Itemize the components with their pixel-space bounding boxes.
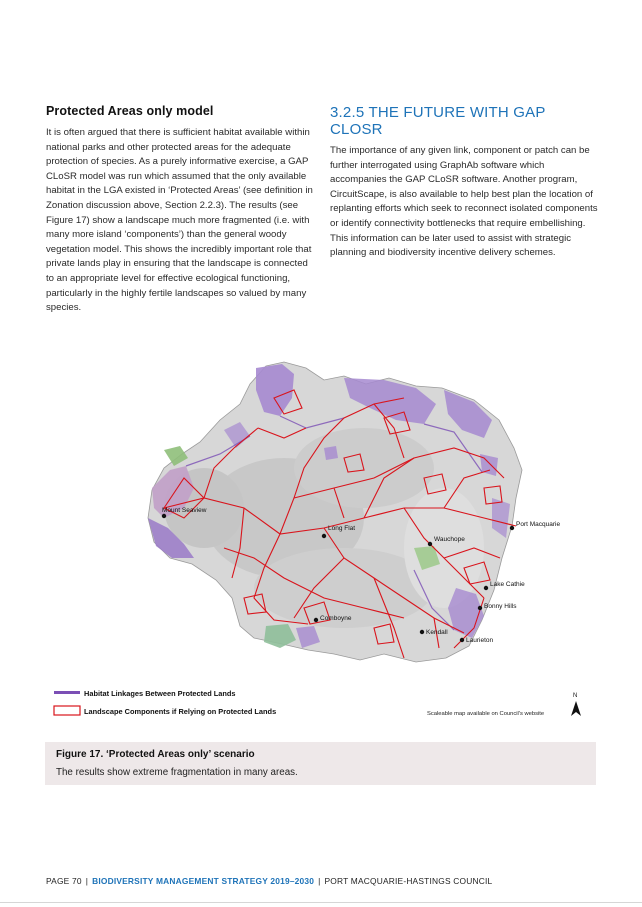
town-dot-bonny-hills — [478, 606, 482, 610]
scale-note: Scaleable map available on Council's website — [427, 711, 545, 717]
town-label-bonny-hills: Bonny Hills — [484, 603, 517, 610]
page-footer — [46, 876, 492, 886]
footer-divider-2: | — [318, 876, 321, 886]
town-dot-comboyne — [314, 618, 318, 622]
town-dot-mount-seaview — [162, 514, 166, 518]
town-label-wauchope: Wauchope — [434, 536, 465, 543]
town-label-laurieton: Laurieton — [466, 637, 494, 644]
town-label-port-macquarie: Port Macquarie — [516, 521, 561, 528]
north-arrow-icon — [571, 701, 581, 716]
section-heading-future-gap-closr: 3.2.5 THE FUTURE WITH GAP CLOSR — [330, 104, 546, 138]
figure-caption-title: Figure 17. ‘Protected Areas only’ scenario — [56, 749, 255, 760]
map-legend — [54, 689, 276, 716]
town-dot-kendall — [420, 630, 424, 634]
town-dot-lake-cathie — [484, 586, 488, 590]
section-heading-protected-areas: Protected Areas only model — [46, 104, 214, 118]
figure-caption-box — [45, 742, 596, 785]
footer-divider-1: | — [85, 876, 89, 886]
future-gap-closr-paragraph: The importance of any given link, component or patch can be further interrogated using GraphAb software which accompanies the GAP CLoSR software. Another program, CircuitScape, is also available to help best plan the location of replanting efforts which seek to reconnect isolated components or identify connectivity bottlenecks that require embellishing. This information can be later used to assist with strategic planning and biodiversity incentive delivery schemes. — [330, 145, 598, 259]
figure-caption-text: The results show extreme fragmentation in many areas. — [56, 767, 298, 778]
town-dot-laurieton — [460, 638, 464, 642]
protected-areas-paragraph: It is often argued that there is sufficient habitat available within national parks and other protected areas for the adequate protection of species. As a purely informative exercise, a GAP CLoSR model was run which assumed that the only available habitat in the LGA existed in ‘Protected Areas’ (see definition in Zonation discussion above, Section 2.2.3). The results (see Figure 17) show a landscape much more fragmented (i.e. with many more island ‘components’) than the general woody vegetation model. This shows the incredibly important role that private lands play in ensuring that the landscape is connected to an appropriate level for effective ecological functioning, particularly in the highly fertile landscapes so valued by many species. — [46, 127, 313, 314]
town-label-kendall: Kendall — [426, 629, 448, 636]
legend-label-linkages: Habitat Linkages Between Protected Lands — [84, 689, 236, 698]
town-label-lake-cathie: Lake Cathie — [490, 581, 525, 588]
town-label-long-flat: Long Flat — [328, 525, 356, 532]
town-dot-port-macquarie — [510, 526, 514, 530]
footer-rule — [0, 902, 642, 903]
north-arrow — [571, 693, 581, 716]
footer-council-name: PORT MACQUARIE-HASTINGS COUNCIL — [324, 876, 493, 886]
town-dot-long-flat — [322, 534, 326, 538]
footer-page-number: PAGE 70 — [46, 876, 82, 886]
left-column — [46, 104, 314, 316]
town-dot-wauchope — [428, 542, 432, 546]
figure-17-map — [44, 358, 599, 720]
right-column — [330, 104, 598, 261]
legend-swatch-linkages — [54, 691, 80, 694]
town-label-comboyne: Comboyne — [320, 615, 352, 622]
map-svg — [44, 358, 599, 720]
legend-label-components: Landscape Components if Relying on Protected Lands — [84, 707, 277, 716]
north-label: N — [573, 693, 578, 699]
legend-swatch-components — [54, 706, 80, 715]
town-label-mount-seaview: Mount Seaview — [162, 507, 207, 514]
footer-document-title: BIODIVERSITY MANAGEMENT STRATEGY 2019–2030 — [92, 876, 315, 886]
